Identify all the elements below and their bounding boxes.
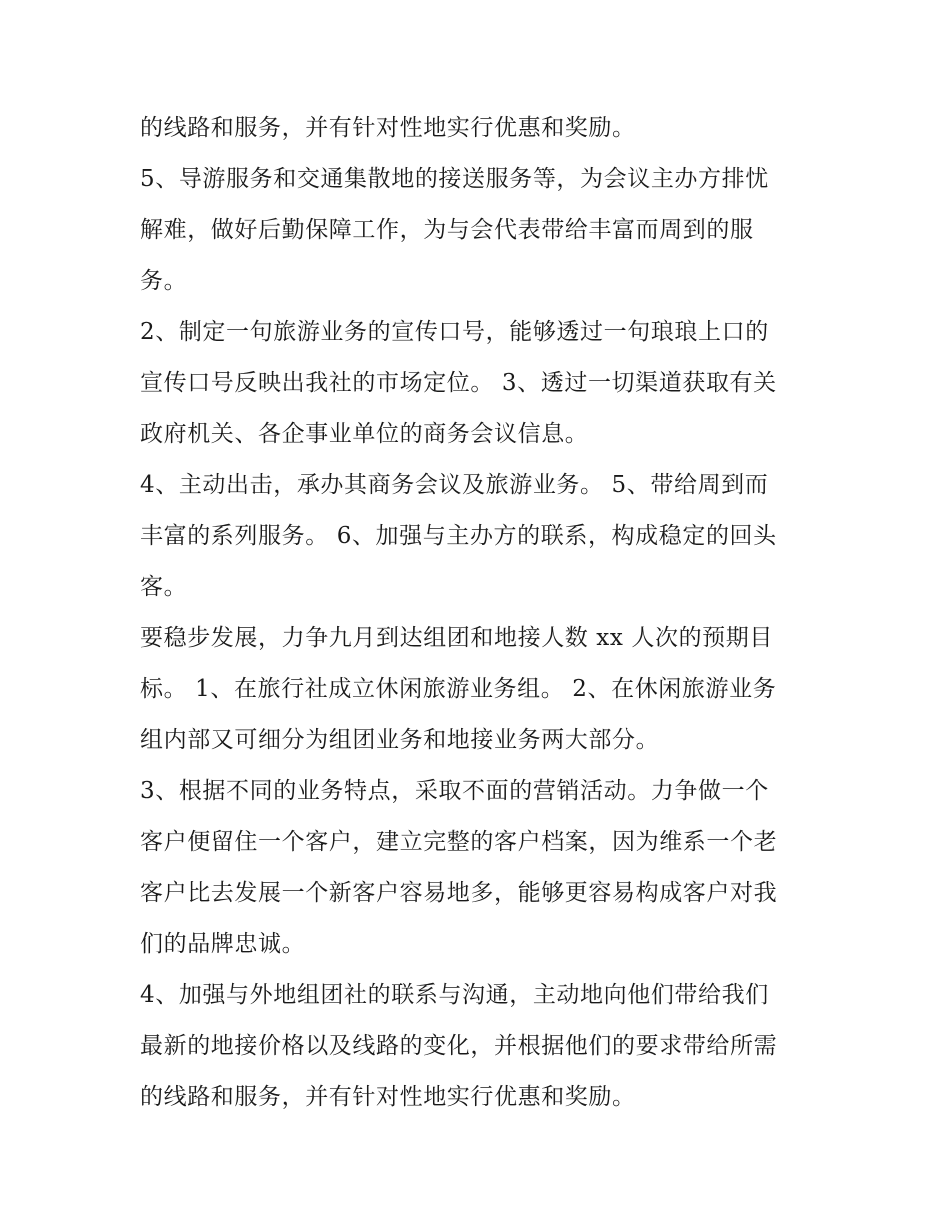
paragraph xyxy=(140,970,820,1123)
text-line: 客。 xyxy=(140,574,188,600)
text-line: 5、导游服务和交通集散地的接送服务等，为会议主办方排忧 xyxy=(140,166,769,192)
text-line: 最新的地接价格以及线路的变化，并根据他们的要求带给所需 xyxy=(140,1033,778,1059)
text-line: 的线路和服务，并有针对性地实行优惠和奖励。 xyxy=(140,1084,636,1110)
paragraph xyxy=(140,613,820,766)
text-line: 标。 1、在旅行社成立休闲旅游业务组。 2、在休闲旅游业务 xyxy=(140,676,777,702)
document-body xyxy=(140,103,820,1123)
paragraph xyxy=(140,154,820,307)
paragraph xyxy=(140,460,820,613)
paragraph xyxy=(140,103,820,154)
text-line: 4、主动出击，承办其商务会议及旅游业务。 5、带给周到而 xyxy=(140,472,769,498)
paragraph xyxy=(140,766,820,970)
text-line: 政府机关、各企事业单位的商务会议信息。 xyxy=(140,421,589,447)
text-line: 2、制定一句旅游业务的宣传口号，能够透过一句琅琅上口的 xyxy=(140,319,769,345)
text-line: 客户比去发展一个新客户容易地多，能够更容易构成客户对我 xyxy=(140,880,778,906)
text-line: 丰富的系列服务。 6、加强与主办方的联系，构成稳定的回头 xyxy=(140,523,777,549)
text-line: 客户便留住一个客户，建立完整的客户档案，因为维系一个老 xyxy=(140,829,778,855)
text-line: 务。 xyxy=(140,268,188,294)
text-line: 3、根据不同的业务特点，采取不面的营销活动。力争做一个 xyxy=(140,778,769,804)
text-line: 们的品牌忠诚。 xyxy=(140,931,306,957)
text-line: 要稳步发展，力争九月到达组团和地接人数 xx 人次的预期目 xyxy=(140,625,773,651)
text-line: 4、加强与外地组团社的联系与沟通，主动地向他们带给我们 xyxy=(140,982,769,1008)
text-line: 解难，做好后勤保障工作，为与会代表带给丰富而周到的服 xyxy=(140,217,754,243)
text-line: 的线路和服务，并有针对性地实行优惠和奖励。 xyxy=(140,115,636,141)
text-line: 宣传口号反映出我社的市场定位。 3、透过一切渠道获取有关 xyxy=(140,370,777,396)
text-line: 组内部又可细分为组团业务和地接业务两大部分。 xyxy=(140,727,660,753)
paragraph xyxy=(140,307,820,460)
